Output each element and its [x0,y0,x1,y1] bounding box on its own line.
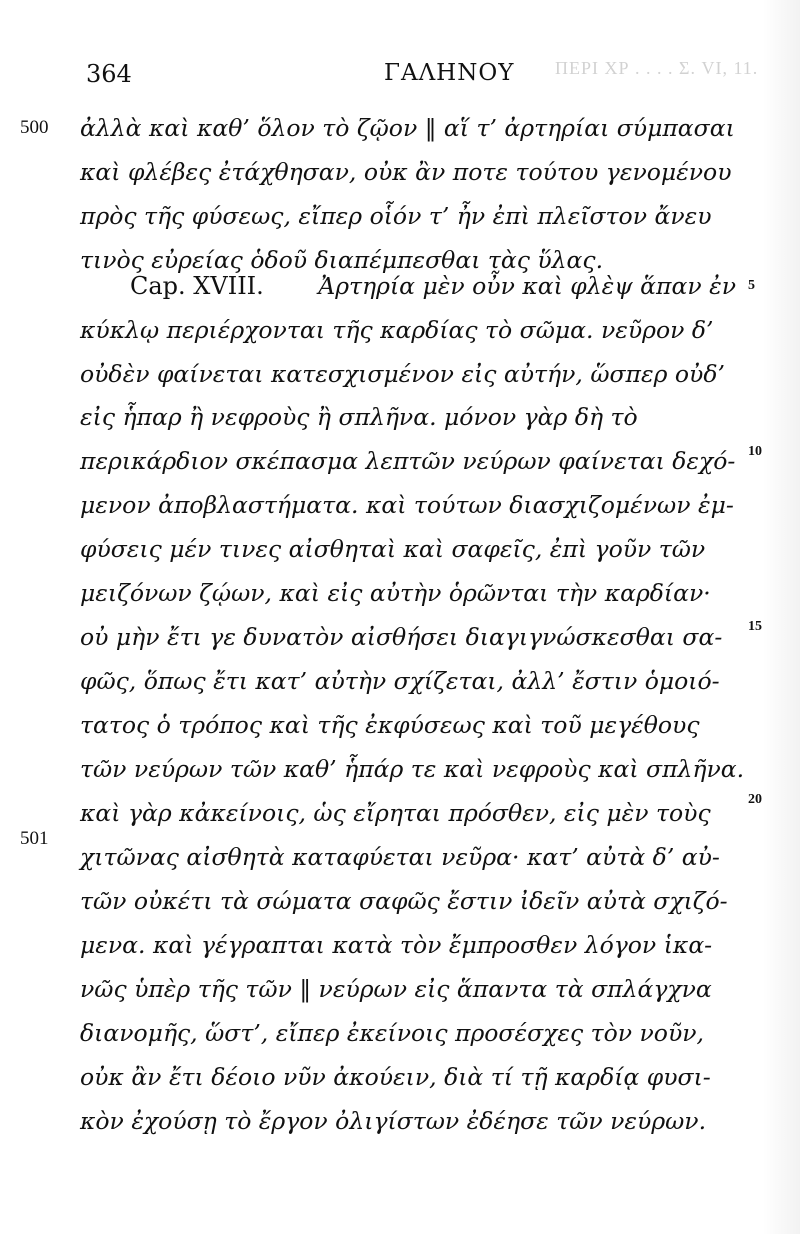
page-edge-shadow [762,0,800,1234]
margin-number-501: 501 [20,828,49,849]
line-number-5: 5 [748,278,755,293]
text-line: φῶς, ὅπως ἔτι κατ’ αὐτὴν σχίζεται, ἀλλ’ ἔστιν ὁμοιό- [80,667,720,695]
text-line: Cap. XVIII. Ἀρτηρία μὲν οὖν καὶ φλὲψ ἅπαν ἐν [130,266,736,306]
text-line: διανομῆς, ὥστ’, εἴπερ ἐκείνοις προσέσχες τὸν νοῦν, [80,1019,704,1047]
line-number-10: 10 [748,444,762,459]
text-line: τατος ὁ τρόπος καὶ τῆς ἐκφύσεως καὶ τοῦ μεγέθους [80,711,700,739]
text-line: οὐδὲν φαίνεται κατεσχισμένον εἰς αὐτήν, ὥσπερ οὐδ’ [80,360,725,388]
bleed-through-text: ΠΕΡΙ ΧΡ . . . . Σ. VI, 11. [555,58,759,78]
text-line: πρὸς τῆς φύσεως, εἴπερ οἷόν τ’ ἦν ἐπὶ πλεῖστον ἄνευ [80,202,712,230]
text-line: μενον ἀποβλαστήματα. καὶ τούτων διασχιζομένων ἐμ- [80,491,734,519]
line-number-20: 20 [748,792,762,807]
page-number: 364 [86,60,132,88]
text-line: εἰς ἧπαρ ἢ νεφροὺς ἢ σπλῆνα. μόνον γὰρ δὴ τὸ [80,403,638,431]
chapter-label: Cap. XVIII. [130,272,264,300]
text-line: νῶς ὑπὲρ τῆς τῶν ‖ νεύρων εἰς ἅπαντα τὰ σπλάγχνα [80,975,712,1003]
text-line: τῶν οὐκέτι τὰ σώματα σαφῶς ἔστιν ἰδεῖν αὐτὰ σχιζό- [80,887,728,915]
text-line: οὐ μὴν ἔτι γε δυνατὸν αἰσθήσει διαγιγνώσκεσθαι σα- [80,623,723,651]
text-line: κὸν ἐχούσῃ τὸ ἔργον ὀλιγίστων ἐδέησε τῶν νεύρων. [80,1107,707,1135]
text-line: μενα. καὶ γέγραπται κατὰ τὸν ἔμπροσθεν λόγον ἱκα- [80,931,713,959]
margin-number-500: 500 [20,117,49,138]
text-line: κύκλῳ περιέρχονται τῆς καρδίας τὸ σῶμα. νεῦρον δ’ [80,316,714,344]
text-line: τινὸς εὐρείας ὁδοῦ διαπέμπεσθαι τὰς ὕλας. [80,246,604,274]
text-line: μειζόνων ζῴων, καὶ εἰς αὐτὴν ὁρῶνται τὴν καρδίαν· [80,579,711,607]
text-line: περικάρδιον σκέπασμα λεπτῶν νεύρων φαίνεται δεχό- [80,447,736,475]
text-line: τῶν νεύρων τῶν καθ’ ἧπάρ τε καὶ νεφροὺς καὶ σπλῆνα. [80,755,745,783]
text-line: χιτῶνας αἰσθητὰ καταφύεται νεῦρα· κατ’ αὐτὰ δ’ αὐ- [80,843,720,871]
text-line: καὶ φλέβες ἐτάχθησαν, οὐκ ἂν ποτε τούτου γενομένου [80,158,732,186]
text-line: φύσεις μέν τινες αἰσθηταὶ καὶ σαφεῖς, ἐπὶ γοῦν τῶν [80,535,706,563]
text-line: οὐκ ἂν ἔτι δέοιο νῦν ἀκούειν, διὰ τί τῇ καρδίᾳ φυσι- [80,1063,711,1091]
running-head: ΓΑΛΗΝΟΥ [384,60,515,86]
text-line: ἀλλὰ καὶ καθ’ ὅλον τὸ ζῷον ‖ αἵ τ’ ἀρτηρίαι σύμπασαι [80,114,735,142]
line-number-15: 15 [748,619,762,634]
text-line: καὶ γὰρ κἀκείνοις, ὡς εἴρηται πρόσθεν, εἰς μὲν τοὺς [80,799,711,827]
